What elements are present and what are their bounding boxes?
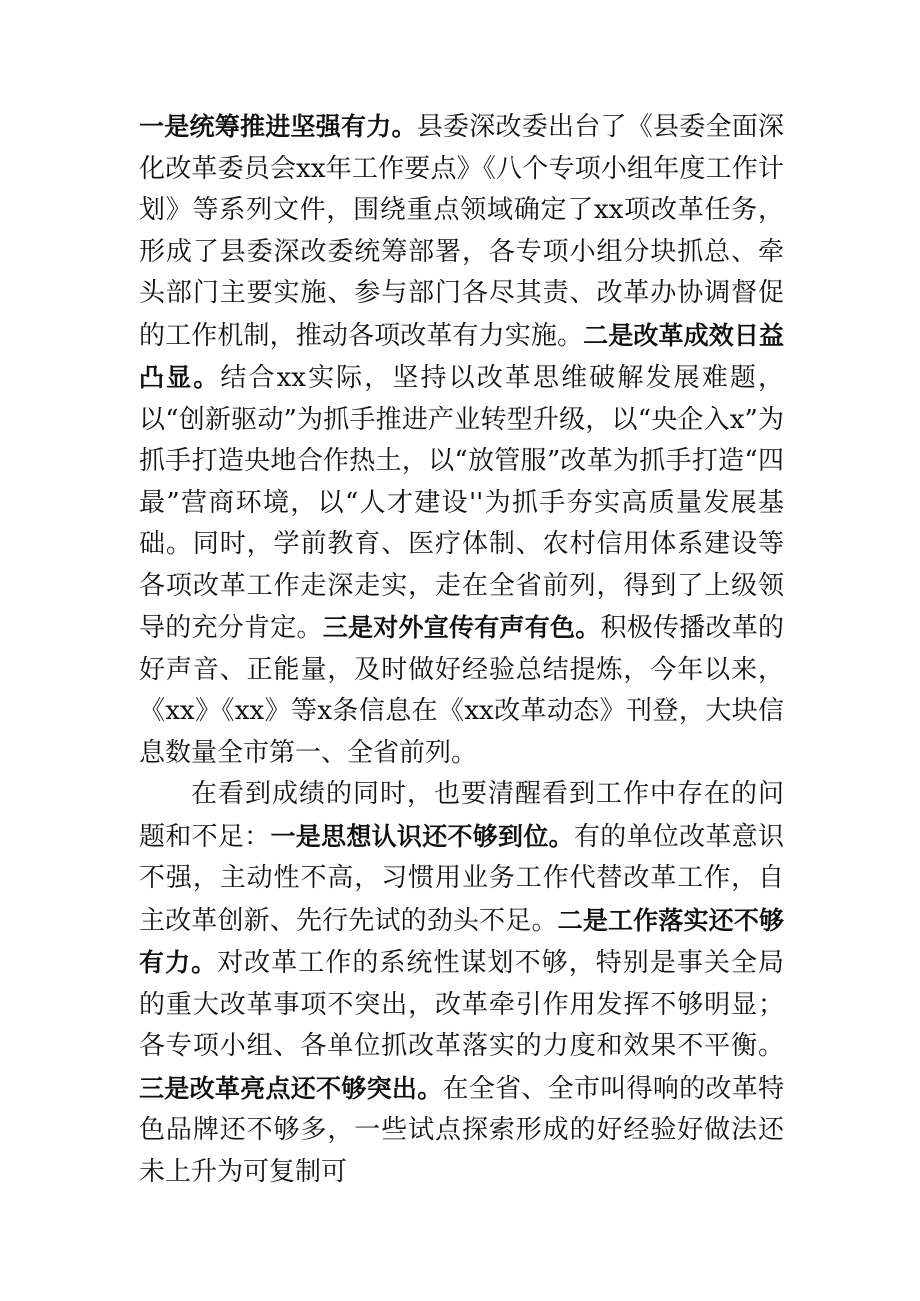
heading-highlights: 三是改革亮点还不够突出。 bbox=[139, 1073, 443, 1103]
heading-results: 二是改革成效日益凸显。 bbox=[139, 320, 784, 392]
heading-implementation: 二是工作落实还不够有力。 bbox=[139, 905, 784, 977]
text-coordination: 县委深改委出台了《县委全面深化改革委员会xx年工作要点》《八个专项小组年度工作计划》等系列文件，围绕重点领域确定了xx项改革任务，形成了县委深改委统筹部署，各专项小组分块抓总、牵头部门主要实施、参与部门各尽其责、改革办协调督促的工作机制，推动各项改革有力实施。 bbox=[139, 112, 784, 351]
text-publicity: 积极传播改革的好声音、正能量，及时做好经验总结提炼，今年以来，《xx》《xx》等x条信息在《xx改革动态》刊登，大块信息数量全市第一、全省前列。 bbox=[139, 613, 784, 768]
text-awareness: 有的单位改革意识不强，主动性不高，习惯用业务工作代替改革工作，自主改革创新、先行先试的劲头不足。 bbox=[139, 821, 784, 936]
paragraph-achievements bbox=[139, 106, 784, 774]
heading-publicity: 三是对外宣传有声有色。 bbox=[322, 613, 601, 642]
heading-awareness: 一是思想认识还不够到位。 bbox=[270, 821, 574, 851]
text-highlights: 在全省、全市叫得响的改革特色品牌还不够多，一些试点探索形成的好经验好做法还未上升为可复制可 bbox=[139, 1073, 784, 1187]
paragraph-problems bbox=[139, 774, 784, 1193]
heading-coordination: 一是统筹推进坚强有力。 bbox=[139, 112, 417, 141]
text-implementation: 对改革工作的系统性谋划不够，特别是事关全局的重大改革事项不突出，改革牵引作用发挥不够明显；各专项小组、各单位抓改革落实的力度和效果不平衡。 bbox=[139, 948, 784, 1061]
document-body bbox=[139, 106, 784, 1193]
text-problems-intro: 在看到成绩的同时，也要清醒看到工作中存在的问题和不足： bbox=[139, 779, 784, 852]
text-results: 结合xx实际，坚持以改革思维破解发展难题，以“创新驱动”为抓手推进产业转型升级，以“央企入x”为抓手打造央地合作热土，以“放管服”改革为抓手打造“四最”营商环境，以“人才建设''为抓手夯实高质量发展基础。同时，学前教育、医疗体制、农村信用体系建设等各项改革工作走深走实，走在全省前列，得到了上级领导的充分肯定。 bbox=[139, 363, 784, 643]
